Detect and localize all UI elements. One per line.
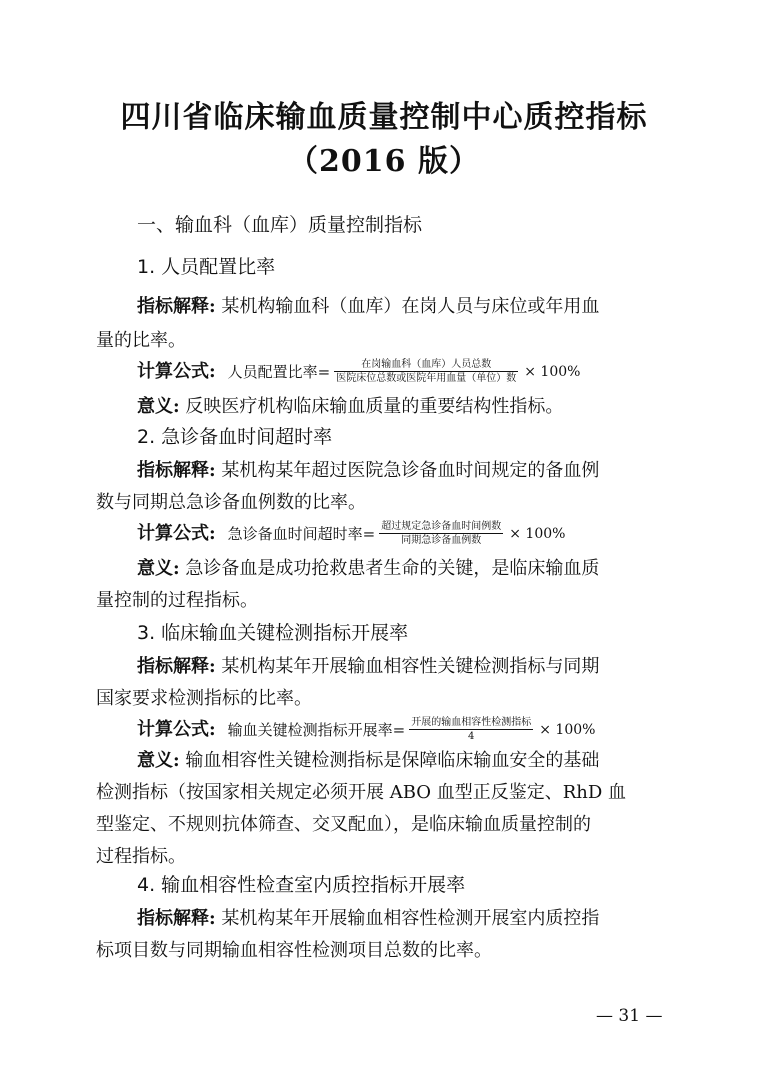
explanation-text: 某机构某年超过医院急诊备血时间规定的备血例 bbox=[221, 460, 600, 481]
formula-denominator: 同期急诊备血例数 bbox=[401, 535, 482, 546]
formula-fraction bbox=[409, 716, 533, 743]
formula-name: 急诊备血时间超时率= bbox=[227, 524, 376, 543]
formula-3 bbox=[137, 716, 737, 743]
formula-label: 计算公式: bbox=[137, 718, 216, 740]
explanation-1 bbox=[137, 296, 737, 318]
formula-name: 人员配置比率= bbox=[227, 362, 331, 381]
page-title: 四川省临床输血质量控制中心质控指标 bbox=[120, 100, 648, 135]
significance-3-cont-2: 型鉴定、不规则抗体筛查、交叉配血），是临床输血质量控制的 bbox=[96, 814, 591, 835]
section-heading: 一、输血科（血库）质量控制指标 bbox=[137, 214, 423, 236]
significance-label: 意义: bbox=[137, 558, 180, 579]
explanation-1-cont: 量的比率。 bbox=[96, 330, 186, 351]
formula-fraction bbox=[334, 358, 518, 385]
significance-2 bbox=[137, 558, 737, 580]
significance-3-cont-3: 过程指标。 bbox=[96, 846, 186, 867]
page-number: — 31 — bbox=[596, 1006, 663, 1026]
explanation-2-cont: 数与同期总急诊备血例数的比率。 bbox=[96, 492, 366, 513]
formula-name: 输血关键检测指标开展率= bbox=[227, 720, 406, 739]
formula-multiplier: × 100% bbox=[539, 721, 596, 738]
explanation-label: 指标解释: bbox=[137, 460, 216, 481]
formula-multiplier: × 100% bbox=[509, 525, 566, 542]
explanation-2 bbox=[137, 460, 737, 482]
significance-1 bbox=[137, 396, 737, 418]
formula-label: 计算公式: bbox=[137, 522, 216, 544]
formula-denominator: 医院床位总数或医院年用血量（单位）数 bbox=[336, 373, 517, 384]
item-heading-3: 3. 临床输血关键检测指标开展率 bbox=[137, 622, 409, 644]
explanation-label: 指标解释: bbox=[137, 656, 216, 677]
formula-numerator: 开展的输血相容性检测指标 bbox=[411, 717, 532, 728]
significance-3 bbox=[137, 750, 737, 772]
significance-text: 输血相容性关键检测指标是保障临床输血安全的基础 bbox=[185, 750, 600, 771]
significance-label: 意义: bbox=[137, 396, 180, 417]
formula-numerator: 在岗输血科（血库）人员总数 bbox=[361, 359, 492, 370]
explanation-text: 某机构某年开展输血相容性关键检测指标与同期 bbox=[221, 656, 600, 677]
item-heading-2: 2. 急诊备血时间超时率 bbox=[137, 426, 333, 448]
significance-2-cont: 量控制的过程指标。 bbox=[96, 590, 258, 611]
significance-text: 急诊备血是成功抢救患者生命的关键，是临床输血质 bbox=[185, 558, 600, 579]
item-heading-1: 1. 人员配置比率 bbox=[137, 256, 276, 278]
explanation-4 bbox=[137, 908, 737, 930]
explanation-4-cont: 标项目数与同期输血相容性检测项目总数的比率。 bbox=[96, 940, 492, 961]
explanation-text: 某机构输血科（血库）在岗人员与床位或年用血 bbox=[221, 296, 600, 317]
formula-multiplier: × 100% bbox=[524, 363, 581, 380]
page-subtitle: （2016 版） bbox=[288, 144, 480, 179]
formula-denominator: 4 bbox=[468, 731, 475, 742]
formula-1 bbox=[137, 358, 737, 385]
item-heading-4: 4. 输血相容性检查室内质控指标开展率 bbox=[137, 874, 466, 896]
formula-fraction bbox=[379, 520, 503, 547]
explanation-3-cont: 国家要求检测指标的比率。 bbox=[96, 688, 312, 709]
formula-label: 计算公式: bbox=[137, 360, 216, 382]
explanation-label: 指标解释: bbox=[137, 908, 216, 929]
significance-3-cont-1: 检测指标（按国家相关规定必须开展 ABO 血型正反鉴定、RhD 血 bbox=[96, 782, 627, 803]
formula-numerator: 超过规定急诊备血时间例数 bbox=[381, 521, 502, 532]
explanation-3 bbox=[137, 656, 737, 678]
formula-2 bbox=[137, 520, 737, 547]
significance-text: 反映医疗机构临床输血质量的重要结构性指标。 bbox=[185, 396, 564, 417]
explanation-label: 指标解释: bbox=[137, 296, 216, 317]
explanation-text: 某机构某年开展输血相容性检测开展室内质控指 bbox=[221, 908, 600, 929]
significance-label: 意义: bbox=[137, 750, 180, 771]
